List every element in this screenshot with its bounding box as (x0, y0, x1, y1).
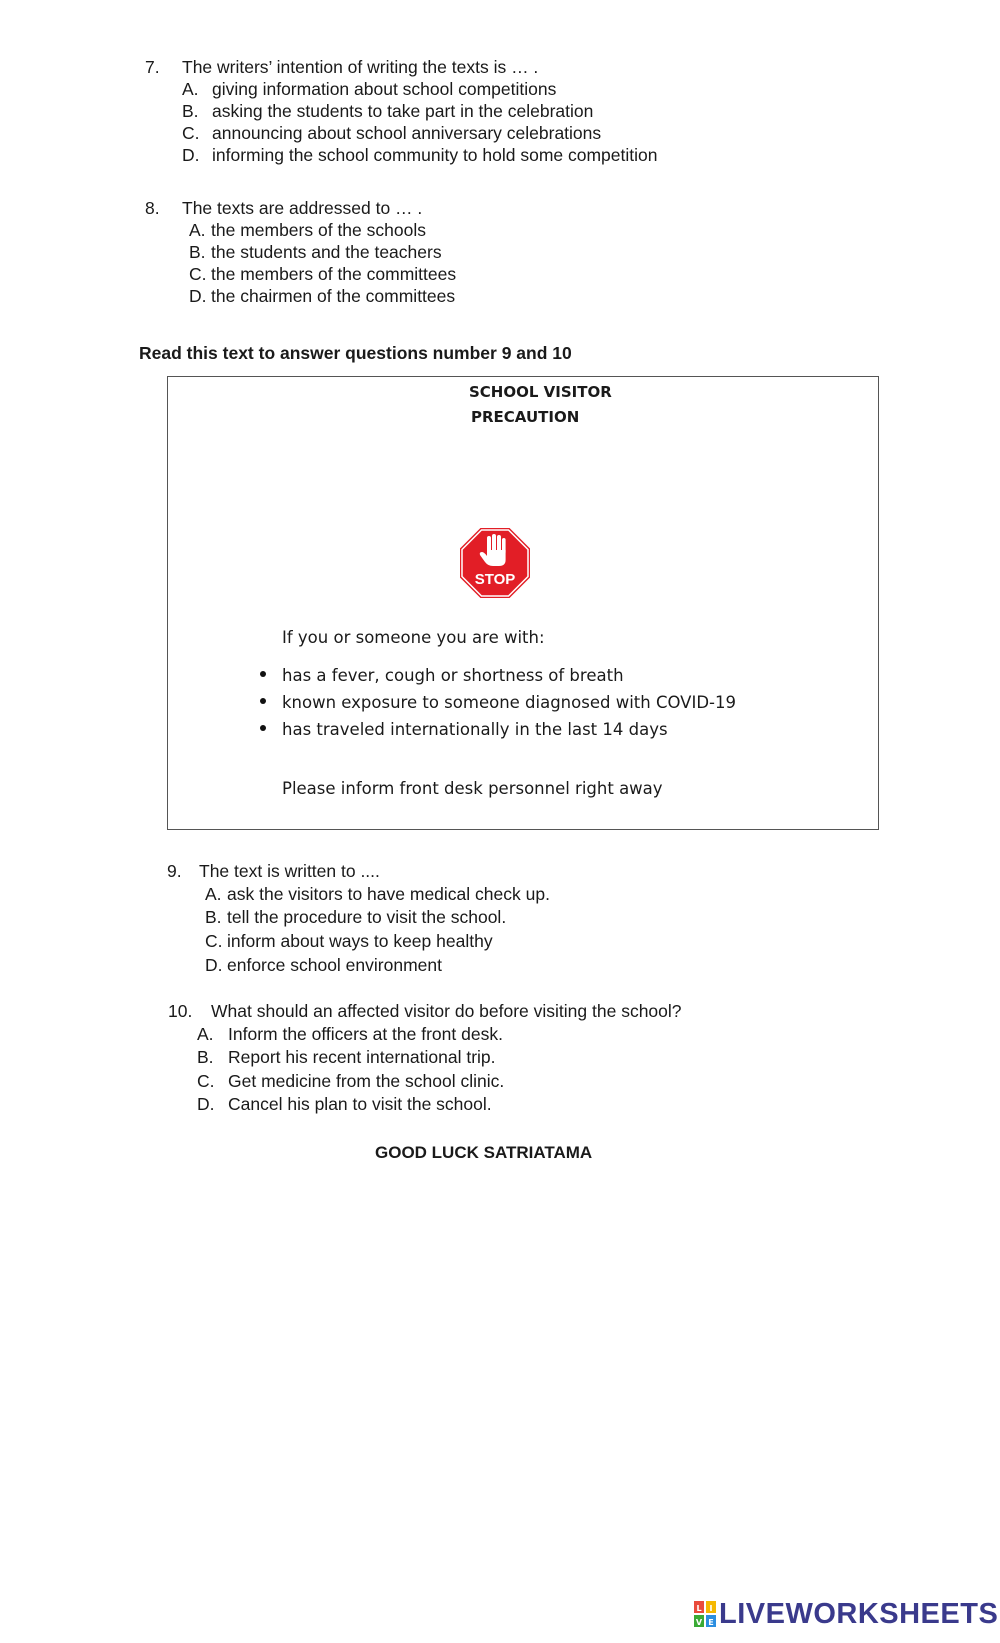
q9-option-d[interactable]: D. enforce school environment (205, 955, 442, 975)
q10-text: What should an affected visitor do before visiting the school? (211, 1001, 682, 1021)
logo-badge-letter: E (708, 1618, 714, 1627)
q9-option-b[interactable]: B. tell the procedure to visit the school. (205, 907, 507, 927)
bullet-dot (260, 698, 266, 704)
logo-badge-letter: L (696, 1604, 702, 1613)
stop-sign-icon (458, 526, 532, 600)
q8-option-c[interactable]: C. the members of the committees (189, 264, 457, 284)
bullet-dot (260, 671, 266, 677)
q8-option-d[interactable]: D. the chairmen of the committees (189, 286, 456, 306)
q8-option-b[interactable]: B. the students and the teachers (189, 242, 442, 262)
q10-option-d[interactable]: D. Cancel his plan to visit the school. (197, 1094, 492, 1114)
notice-box (167, 376, 879, 830)
q7-text: The writers’ intention of writing the texts is … . (182, 57, 539, 77)
stop-label: STOP (474, 571, 516, 588)
q10-option-b[interactable]: B. Report his recent international trip. (197, 1047, 496, 1067)
notice-intro: If you or someone you are with: (282, 628, 545, 647)
notice-bullet-3: has traveled internationally in the last 14 days (282, 720, 668, 739)
logo-badge-icon (694, 1601, 716, 1627)
q8-text: The texts are addressed to … . (182, 198, 423, 218)
logo-text: LIVEWORKSHEETS (719, 1597, 999, 1630)
notice-closing: Please inform front desk personnel right away (282, 779, 663, 798)
logo-badge-letter: V (695, 1618, 703, 1627)
q7-number: 7. (145, 57, 160, 77)
liveworksheets-logo[interactable] (694, 1599, 998, 1629)
q10-option-c[interactable]: C. Get medicine from the school clinic. (197, 1071, 505, 1091)
q8-number: 8. (145, 198, 160, 218)
q10-option-a[interactable]: A. Inform the officers at the front desk. (197, 1024, 503, 1044)
bullet-dot (260, 725, 266, 731)
q7-option-c[interactable]: C. announcing about school anniversary celebrations (182, 123, 602, 143)
q9-text: The text is written to .... (199, 861, 380, 881)
q9-option-c[interactable]: C. inform about ways to keep healthy (205, 931, 493, 951)
notice-bullet-1: has a fever, cough or shortness of breath (282, 666, 624, 685)
notice-title-line1: SCHOOL VISITOR (469, 383, 612, 401)
q7-option-a[interactable]: A. giving information about school competitions (182, 79, 557, 99)
footer-good-luck: GOOD LUCK SATRIATAMA (375, 1143, 593, 1162)
q8-option-a[interactable]: A. the members of the schools (189, 220, 426, 240)
q7-option-b[interactable]: B. asking the students to take part in the celebration (182, 101, 594, 121)
notice-bullet-2: known exposure to someone diagnosed with COVID-19 (282, 693, 736, 712)
q7-option-d[interactable]: D. informing the school community to hold some competition (182, 145, 658, 165)
q10-number: 10. (168, 1001, 193, 1021)
instruction-heading: Read this text to answer questions number 9 and 10 (139, 343, 572, 363)
logo-badge-letter: I (709, 1604, 713, 1613)
notice-title-line2: PRECAUTION (471, 408, 580, 426)
q9-option-a[interactable]: A. ask the visitors to have medical check up. (205, 884, 550, 904)
q9-number: 9. (167, 861, 182, 881)
